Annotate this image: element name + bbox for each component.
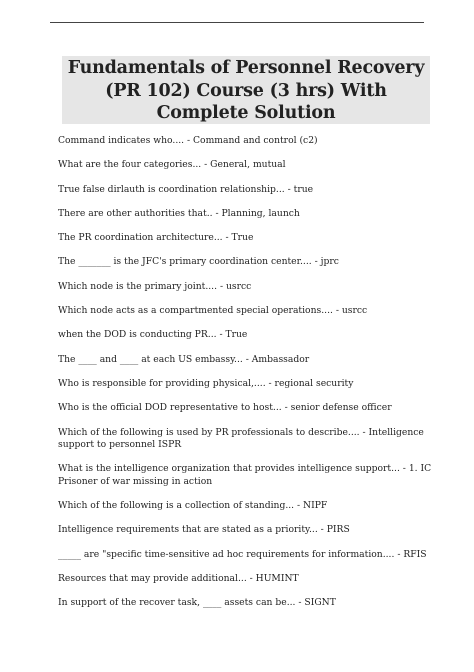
qa-item: Which of the following is used by PR professionals to describe.... - Intelligence support to personnel ISPR	[58, 426, 424, 451]
qa-item: The PR coordination architecture... - True	[58, 232, 254, 244]
qa-item: Which node is the primary joint.... - usrcc	[58, 280, 252, 292]
qa-item: Which node acts as a compartmented special operations.... - usrcc	[58, 305, 368, 317]
qa-item: What is the intelligence organization that provides intelligence support... - 1. IC Prisoner of war missing in action	[58, 463, 432, 487]
document-title: Fundamentals of Personnel Recovery (PR 102) Course (3 hrs) With Complete Solution	[67, 58, 425, 123]
qa-item: Command indicates who.... - Command and control (c2)	[58, 135, 318, 146]
qa-item: In support of the recover task, ____ assets can be... - SIGNT	[58, 597, 336, 609]
qa-item: What are the four categories... - General, mutual	[58, 159, 286, 171]
header-rule	[50, 22, 424, 23]
qa-item: Who is responsible for providing physical,.... - regional security	[58, 377, 354, 389]
qa-item: when the DOD is conducting PR... - True	[58, 329, 248, 341]
qa-item: Which of the following is a collection of standing... - NIPF	[58, 500, 328, 512]
qa-item: True false dirlauth is coordination relationship... - true	[58, 183, 314, 195]
qa-item: Who is the official DOD representative to host... - senior defense officer	[58, 402, 392, 414]
qa-item: The ____ and ____ at each US embassy... - Ambassador	[58, 353, 310, 365]
title-box	[62, 56, 430, 124]
qa-item: _____ are "specific time-sensitive ad hoc requirements for information.... - RFIS	[58, 548, 427, 560]
qa-list	[58, 135, 444, 610]
qa-item: Intelligence requirements that are stated as a priority... - PIRS	[58, 524, 350, 536]
qa-item: Resources that may provide additional... - HUMINT	[58, 573, 299, 585]
qa-item: The _______ is the JFC's primary coordination center.... - jprc	[58, 256, 339, 268]
qa-item: There are other authorities that.. - Planning, launch	[58, 207, 300, 219]
